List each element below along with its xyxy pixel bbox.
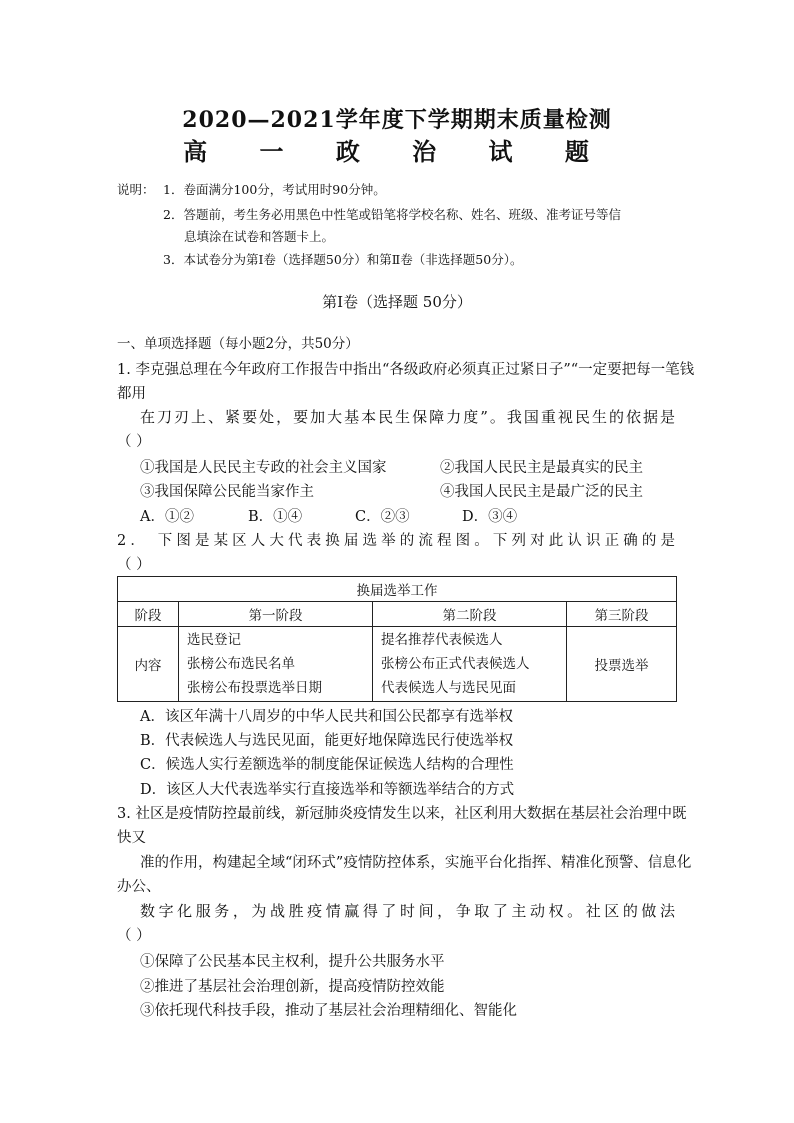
q1-option-1: ①我国是人民民主专政的社会主义国家 bbox=[140, 460, 387, 476]
q1-option-3: ③我国保障公民能当家作主 bbox=[140, 484, 314, 500]
q2-option-b: B．代表候选人与选民见面，能更好地保障选民行使选举权 bbox=[140, 733, 514, 749]
stage2-item: 提名推荐代表候选人 bbox=[381, 632, 503, 648]
table-cell-stage2 bbox=[373, 627, 567, 702]
q3-stem-line5: 数字化服务，为战胜疫情赢得了时间，争取了主动权。社区的做法 bbox=[140, 902, 675, 920]
q3-stem-line4: 办公、 bbox=[117, 879, 161, 895]
q2-stem: 2． 下图是某区人大代表换届选举的流程图。下列对此认识正确的是 bbox=[117, 533, 675, 549]
q2-option-d: D．该区人大代表选举实行直接选举和等额选举结合的方式 bbox=[140, 782, 515, 798]
q3-answer-blank: （ ） bbox=[117, 928, 151, 944]
table-row-label: 内容 bbox=[118, 627, 179, 702]
q1-stem-line3: 在刀刃上、紧要处，要加大基本民生保障力度”。我国重视民生的依据是 bbox=[140, 408, 675, 426]
table-cell-stage3: 投票选举 bbox=[567, 627, 677, 702]
table-caption: 换届选举工作 bbox=[118, 577, 677, 602]
note-item-2-cont: 息填涂在试卷和答题卡上。 bbox=[184, 229, 335, 244]
note-item-3: 3．本试卷分为第Ⅰ卷（选择题50分）和第Ⅱ卷（非选择题50分）。 bbox=[163, 252, 523, 267]
table-header-stage: 阶段 bbox=[118, 602, 179, 627]
stage1-item: 选民登记 bbox=[187, 632, 241, 648]
q3-option-3: ③依托现代科技手段，推动了基层社会治理精细化、智能化 bbox=[140, 1003, 517, 1019]
part-heading: 一、单项选择题（每小题2分，共50分） bbox=[117, 336, 359, 352]
stage2-item: 张榜公布正式代表候选人 bbox=[381, 656, 530, 672]
q3-option-2: ②推进了基层社会治理创新，提高疫情防控效能 bbox=[140, 979, 445, 995]
table-header-third: 第三阶段 bbox=[567, 602, 677, 627]
q1-choice-c: C．②③ bbox=[355, 509, 410, 525]
stage2-item: 代表候选人与选民见面 bbox=[381, 680, 516, 696]
section-title: 第Ⅰ卷（选择题 50分） bbox=[322, 293, 472, 311]
q2-option-a: A．该区年满十八周岁的中华人民共和国公民都享有选举权 bbox=[140, 709, 513, 725]
stage1-item: 张榜公布选民名单 bbox=[187, 656, 295, 672]
q1-option-2: ②我国人民民主是最真实的民主 bbox=[440, 460, 643, 476]
q1-stem-line1: 1. 李克强总理在今年政府工作报告中指出“各级政府必须真正过紧日子”“一定要把每一笔钱 bbox=[117, 362, 695, 378]
q1-answer-blank: （ ） bbox=[117, 434, 151, 450]
q3-stem-line3: 准的作用，构建起全域“闭环式”疫情防控体系，实施平台化指挥、精准化预警、信息化 bbox=[140, 855, 692, 871]
q3-stem-line2: 快又 bbox=[117, 830, 146, 846]
note-item-1: 1．卷面满分100分，考试用时90分钟。 bbox=[163, 182, 386, 197]
exam-title: 2020—2021学年度下学期期末质量检测 bbox=[182, 107, 612, 133]
note-item-2: 2．答题前，考生务必用黑色中性笔或铅笔将学校名称、姓名、班级、准考证号等信 bbox=[163, 207, 621, 222]
table-cell-stage1 bbox=[179, 627, 373, 702]
q1-choice-a: A．①② bbox=[140, 509, 194, 525]
q1-choice-d: D．③④ bbox=[462, 509, 518, 525]
q2-answer-blank: （ ） bbox=[117, 557, 151, 573]
q2-option-c: C．候选人实行差额选举的制度能保证候选人结构的合理性 bbox=[140, 757, 514, 773]
q3-option-1: ①保障了公民基本民主权利，提升公共服务水平 bbox=[140, 954, 445, 970]
q1-choice-b: B．①④ bbox=[248, 509, 303, 525]
q1-stem-line2: 都用 bbox=[117, 386, 146, 402]
table-header-second: 第二阶段 bbox=[373, 602, 567, 627]
exam-subtitle: 高 一 政 治 试 题 bbox=[183, 137, 611, 166]
table-header-first: 第一阶段 bbox=[179, 602, 373, 627]
stage1-item: 张榜公布投票选举日期 bbox=[187, 680, 322, 696]
q3-stem-line1: 3. 社区是疫情防控最前线，新冠肺炎疫情发生以来，社区利用大数据在基层社会治理中既 bbox=[117, 806, 687, 822]
notes-label: 说明： bbox=[117, 182, 155, 197]
q1-option-4: ④我国人民民主是最广泛的民主 bbox=[440, 484, 643, 500]
election-flow-table bbox=[117, 576, 677, 702]
